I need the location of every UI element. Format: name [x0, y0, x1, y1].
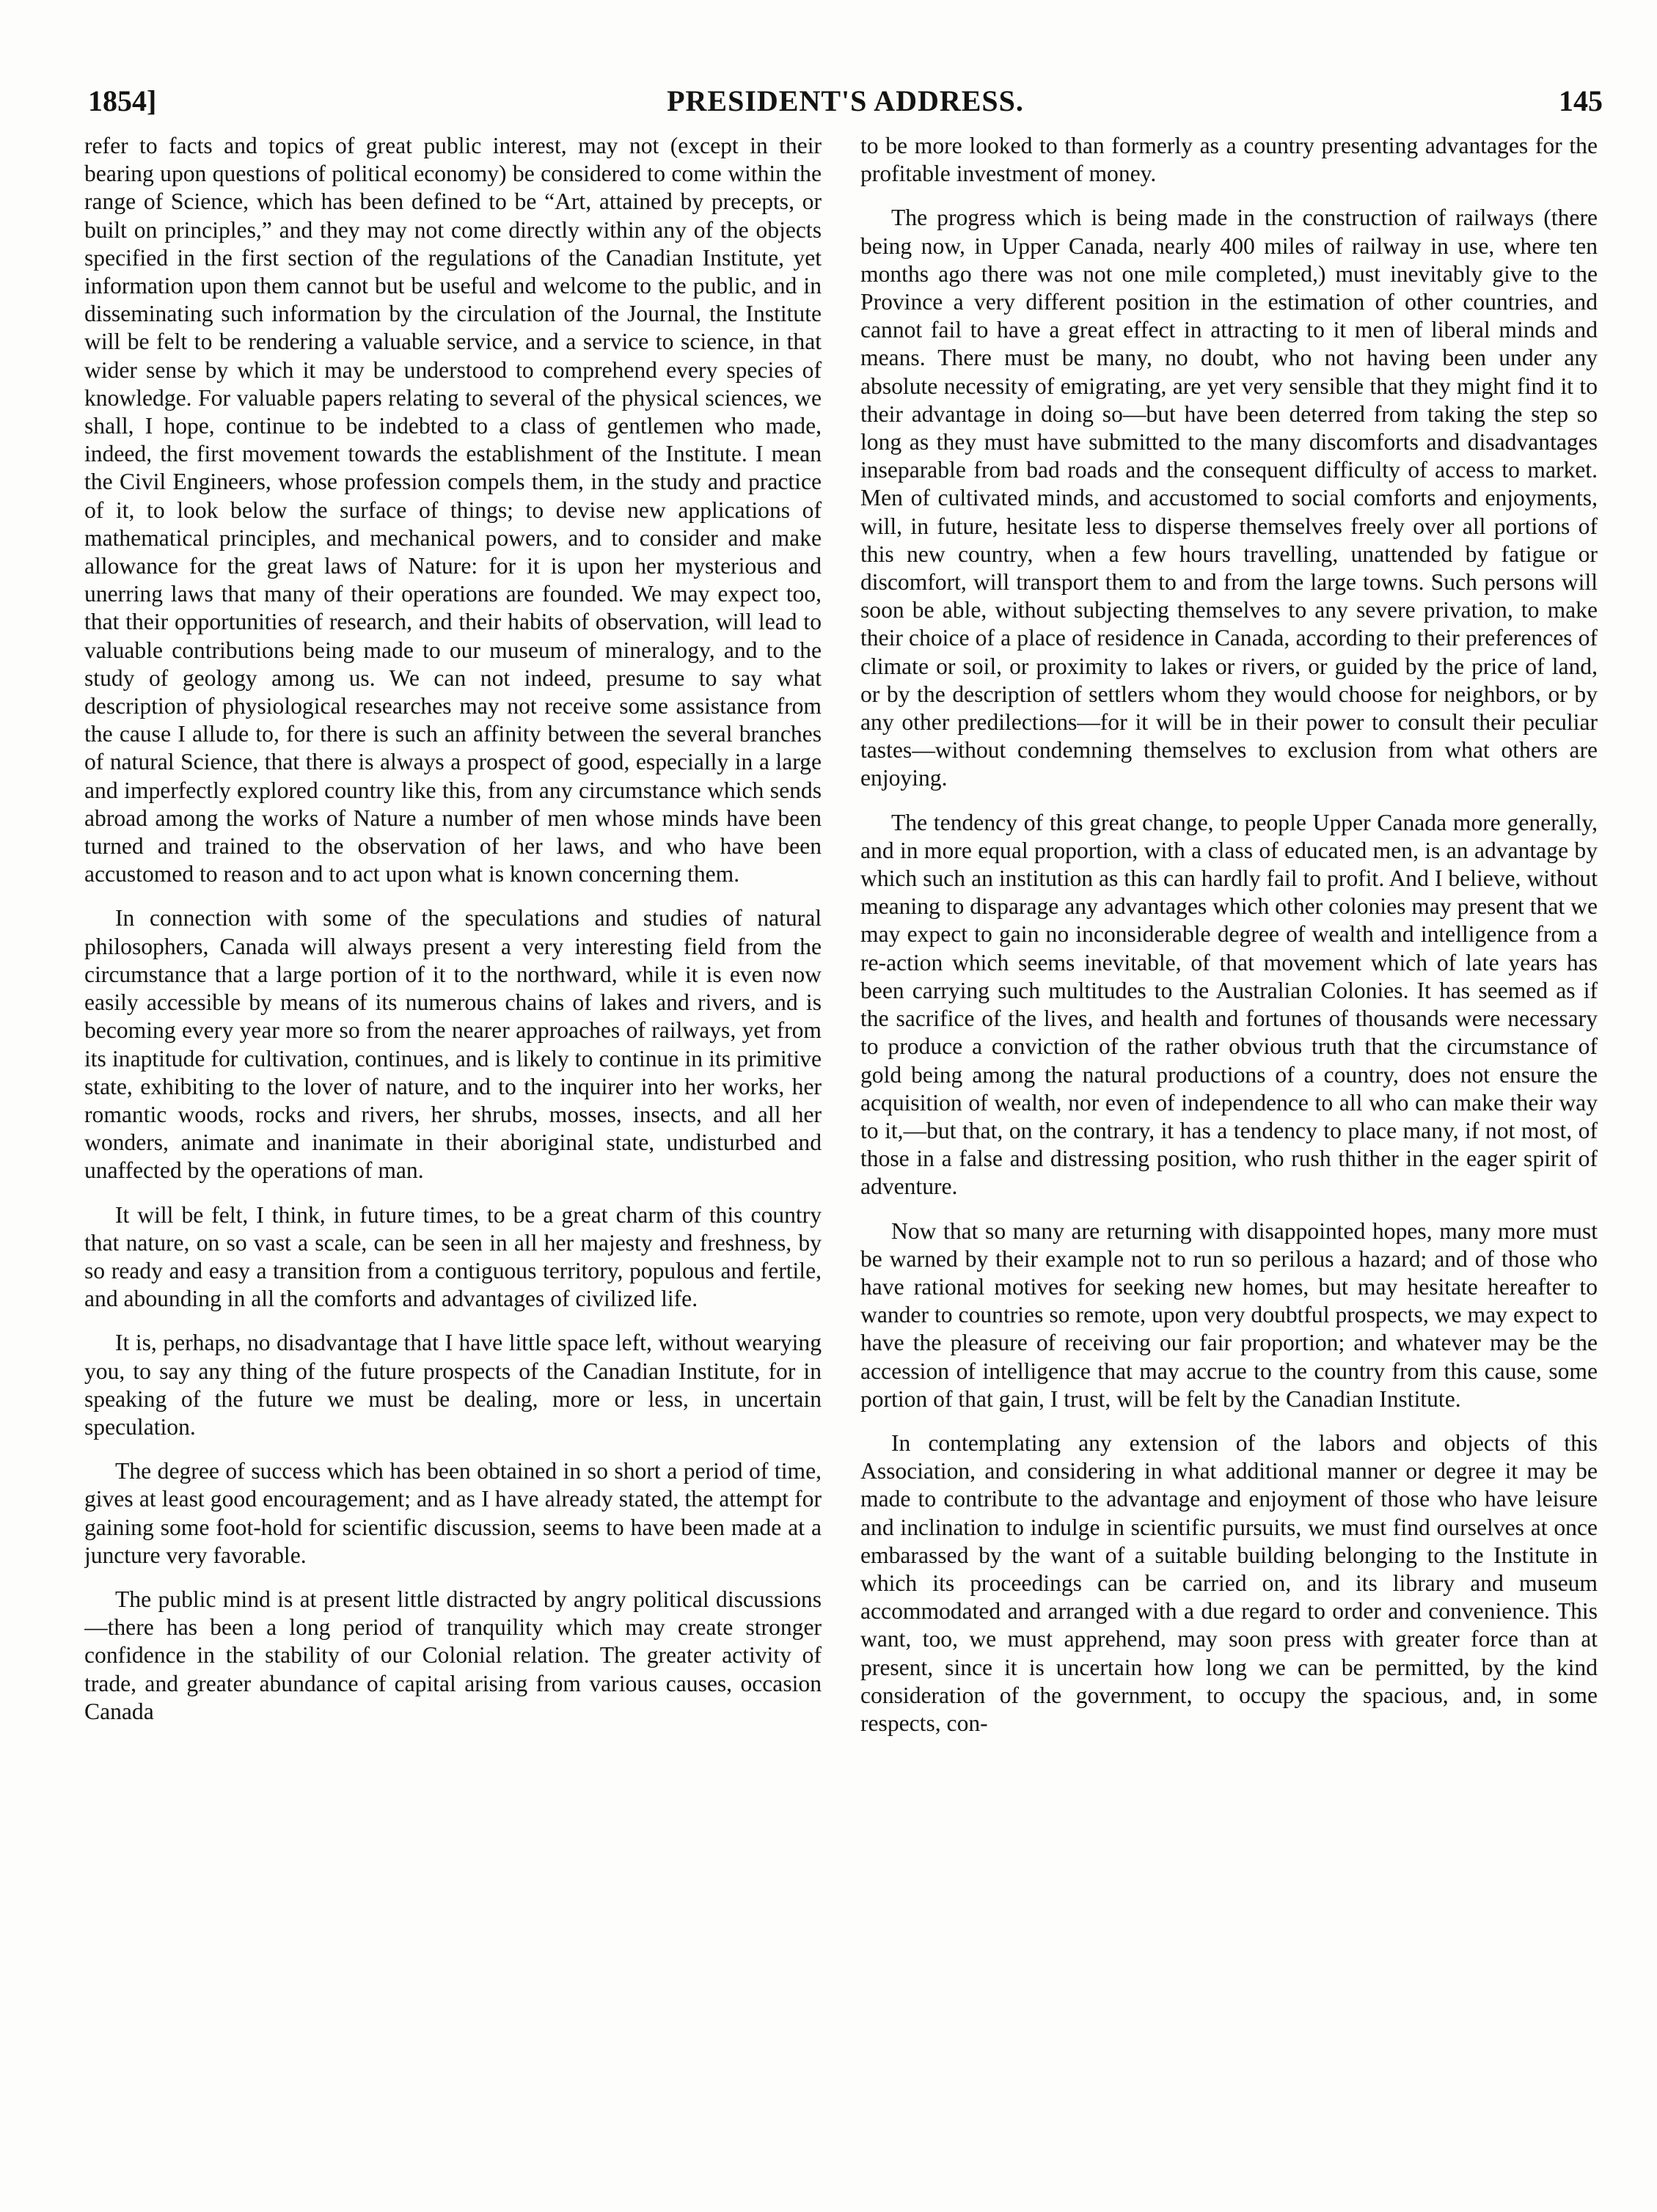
paragraph: In contemplating any extension of the labors and objects of this Association, and considering in what additional manner or degree it may be made to contribute to the advantage and enjoyment of those who have leisure and inclination to indulge in scientific pursuits, we must find ourselves at once embarassed by the want of a suitable building belonging to the Institute in which its proceedings can be carried on, and its library and museum accommodated and arranged with a due regard to order and convenience. This want, too, we must apprehend, may soon press with greater force than at present, since it is uncertain how long we can be permitted, by the kind consideration of the government, to occupy the spacious, and, in some respects, con-	[860, 1429, 1598, 1736]
page-number: 145	[1559, 84, 1603, 117]
right-column	[860, 132, 1598, 2178]
paragraph: It is, perhaps, no disadvantage that I have little space left, without wearying you, to say any thing of the future prospects of the Canadian Institute, for in speaking of the future we must be dealing, more or less, in uncertain speculation.	[84, 1330, 822, 1440]
header-year: 1854]	[88, 84, 157, 117]
paragraph: Now that so many are returning with disappointed hopes, many more must be warned by their example not to run so perilous a hazard; and of those who have rational motives for seeking new homes, but may hesitate hereafter to wander to countries so remote, upon very doubtful prospects, we may expect to have the pleasure of receiving our fair proportion; and whatever may be the accession of intelligence that may accrue to the country from this cause, some portion of that gain, I trust, will be felt by the Canadian Institute.	[860, 1217, 1598, 1412]
paragraph: The progress which is being made in the construction of railways (there being now, in Upper Canada, nearly 400 miles of railway in use, where ten months ago there was not one mile completed,) must inevitably give to the Province a very different position in the estimation of other countries, and cannot fail to have a great effect in attracting to it men of liberal minds and means. There must be many, no doubt, who not having been under any absolute necessity of emigrating, are yet very sensible that they might find it to their advantage in doing so—but have been deterred from taking the step so long as they must have submitted to the many discomforts and disadvantages inseparable from bad roads and the consequent difficulty of access to market. Men of cultivated minds, and accustomed to social comforts and enjoyments, will, in future, hesitate less to disperse themselves freely over all portions of this new country, when a few hours travelling, unattended by fatigue or discomfort, will transport them to and from the large towns. Such persons will soon be able, without subjecting themselves to any severe privation, to make their choice of a place of residence in Canada, according to their preferences of climate or soil, or proximity to lakes or rivers, or guided by the price of land, or by the description of settlers whom they would choose for neighbors, or by any other predilections—for it will be in their power to consult their peculiar tastes—without condemning themselves to exclusion from what others are enjoying.	[860, 205, 1598, 791]
paragraph: The public mind is at present little distracted by angry political discussions—there has been a long period of tranquility which may create stronger confidence in the stability of our Colonial relation. The greater activity of trade, and greater abundance of capital arising from various causes, occasion Canada	[84, 1586, 822, 1724]
running-head	[88, 82, 1603, 129]
paragraph: It will be felt, I think, in future times, to be a great charm of this country that nature, on so vast a scale, can be seen in all her majesty and freshness, by so ready and easy a transition from a contiguous territory, populous and fertile, and abounding in all the comforts and advantages of civilized life.	[84, 1201, 822, 1312]
paragraph: In connection with some of the speculations and studies of natural philosophers, Canada will always present a very interesting field from the circumstance that a large portion of it to the northward, while it is even now easily accessible by means of its numerous chains of lakes and rivers, and is becoming every year more so from the nearer approaches of railways, yet from its inaptitude for cultivation, continues, and is likely to continue in its primitive state, exhibiting to the lover of nature, and to the inquirer into her works, her romantic woods, rocks and rivers, her shrubs, mosses, insects, and all her wonders, animate and inanimate in their aboriginal state, undisturbed and unaffected by the operations of man.	[84, 905, 822, 1184]
paragraph: refer to facts and topics of great public interest, may not (except in their bearing upon questions of political economy) be considered to come within the range of Science, which has been defined to be “Art, attained by precepts, or built on principles,” and they may not come directly within any of the objects specified in the first section of the regulations of the Canadian Institute, yet information upon them cannot but be useful and welcome to the public, and in disseminating such information by the circulation of the Journal, the Institute will be felt to be rendering a valuable service, and a service to science, in that wider sense by which it may be understood to comprehend every species of knowledge. For valuable papers relating to several of the physical sciences, we shall, I hope, continue to be indebted to a class of gentlemen who made, indeed, the first movement towards the establishment of the Institute. I mean the Civil Engineers, whose profession compels them, in the study and practice of it, to look below the surface of things; to devise new applications of mathematical principles, and mechanical powers, and to consider and make allowance for the great laws of Nature: for it is upon her mysterious and unerring laws that many of their operations are founded. We may expect too, that their opportunities of research, and their habits of observation, will lead to valuable contributions being made to our museum of mineralogy, and to the study of geology among us. We can not indeed, presume to say what description of physiological researches may not receive some assistance from the cause I allude to, for there is such an affinity between the several branches of natural Science, that there is always a prospect of good, especially in a large and imperfectly explored country like this, from any circumstance which sends abroad among the works of Nature a number of men whose minds have been turned and trained to the observation of her laws, and who have been accustomed to reason and to act upon what is known concerning them.	[84, 133, 822, 887]
paragraph: The tendency of this great change, to people Upper Canada more generally, and in more equal proportion, with a class of educated men, is an advantage by which such an institution as this can hardly fail to profit. And I believe, without meaning to disparage any advantages which other colonies may present that we may expect to gain no inconsiderable degree of wealth and intelligence from a re-action which seems inevitable, of that movement which of late years has been carrying such multitudes to the Australian Colonies. It has seemed as if the sacrifice of the lives, and health and fortunes of thousands were necessary to produce a conviction of the rather obvious truth that the circumstance of gold being among the natural productions of a country, does not ensure the acquisition of wealth, nor even of independence to all who can make their way to it,—but that, on the contrary, it has a tendency to place many, if not most, of those in a false and distressing position, who rush thither in the eager spirit of adventure.	[860, 809, 1598, 1200]
paragraph: The degree of success which has been obtained in so short a period of time, gives at least good encouragement; and as I have already stated, the attempt for gaining some foot-hold for scientific discussion, seems to have been made at a juncture very favorable.	[84, 1458, 822, 1568]
header-title: PRESIDENT'S ADDRESS.	[667, 84, 1024, 117]
left-column	[84, 132, 822, 2178]
paragraph: to be more looked to than formerly as a country presenting advantages for the profitable investment of money.	[860, 133, 1598, 187]
